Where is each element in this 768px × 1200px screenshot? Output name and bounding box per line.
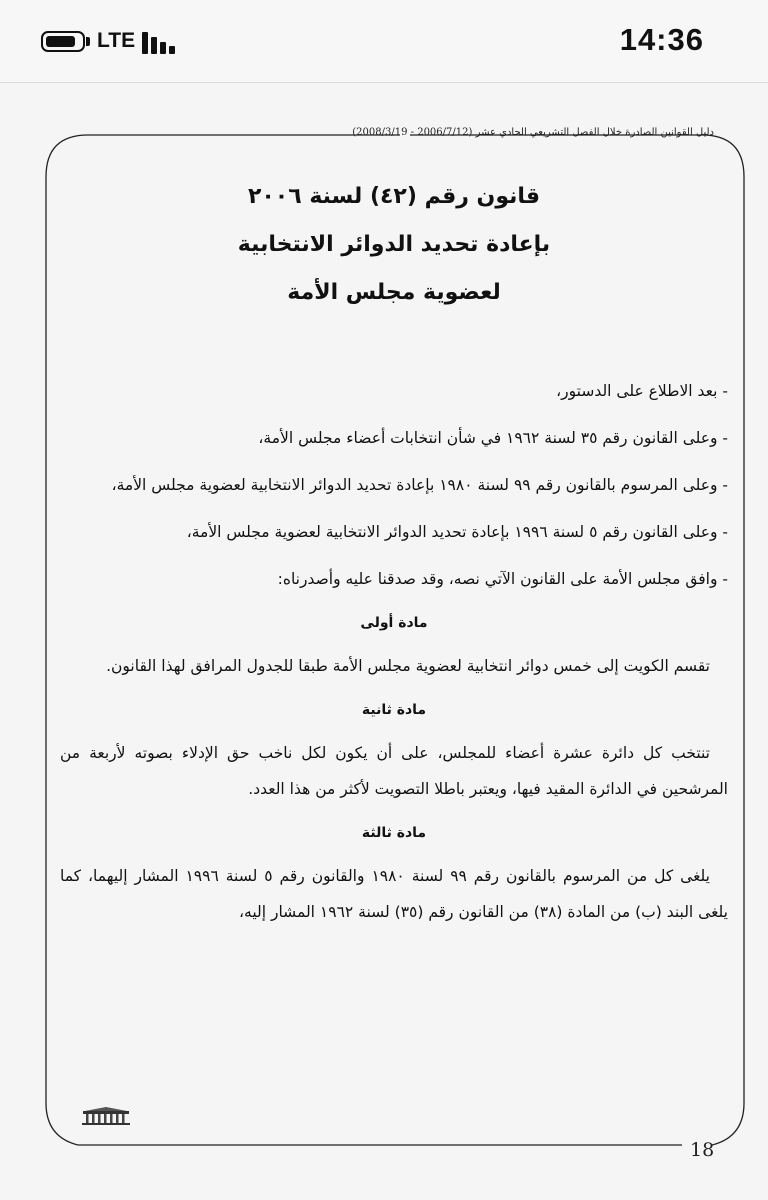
article-text: يلغى كل من المرسوم بالقانون رقم ٩٩ لسنة ١٩٨٠ والقانون رقم ٥ لسنة ١٩٩٦ المشار إليهما، كما يلغى البند (ب) من المادة (٣٨) من القانون رقم (٣٥) لسنة ١٩٦٢ المشار إليه، bbox=[60, 867, 728, 921]
document-page[interactable] bbox=[0, 83, 768, 1200]
article-text: تنتخب كل دائرة عشرة أعضاء للمجلس، على أن يكون لكل ناخب حق الإدلاء بصوته لأربعة من المرشحين في الدائرة المقيد فيها، ويعتبر باطلا التصويت لأكثر من هذا العدد. bbox=[60, 744, 728, 798]
page-number: 18 bbox=[690, 1139, 715, 1161]
preamble-item: - وعلى القانون رقم ٣٥ لسنة ١٩٦٢ في شأن انتخابات أعضاء مجلس الأمة، bbox=[258, 429, 728, 447]
preamble-item: - وعلى القانون رقم ٥ لسنة ١٩٩٦ بإعادة تحديد الدوائر الانتخابية لعضوية مجلس الأمة، bbox=[186, 523, 728, 541]
law-subtitle: لعضوية مجلس الأمة bbox=[287, 280, 501, 305]
law-title: قانون رقم (٤٢) لسنة ٢٠٠٦ bbox=[247, 184, 541, 209]
signal-bar bbox=[142, 32, 148, 54]
signal-bar bbox=[151, 37, 157, 54]
article-text: تقسم الكويت إلى خمس دوائر انتخابية لعضوية مجلس الأمة طبقا للجدول المرافق لهذا القانون. bbox=[106, 657, 710, 675]
signal-bars-icon bbox=[142, 30, 182, 54]
law-subtitle: بإعادة تحديد الدوائر الانتخابية bbox=[237, 232, 551, 257]
preamble-item: - بعد الاطلاع على الدستور، bbox=[556, 382, 728, 400]
status-time: 14:36 bbox=[619, 22, 704, 57]
article-heading: مادة ثالثة bbox=[361, 825, 427, 841]
document-body bbox=[60, 173, 728, 941]
battery-icon bbox=[41, 31, 85, 52]
article-heading: مادة ثانية bbox=[361, 702, 427, 718]
battery-tip bbox=[86, 37, 90, 46]
battery-level bbox=[46, 36, 75, 47]
preamble-item: - وعلى المرسوم بالقانون رقم ٩٩ لسنة ١٩٨٠ بإعادة تحديد الدوائر الانتخابية لعضوية مجلس الأمة، bbox=[111, 476, 728, 494]
parliament-building-icon bbox=[82, 1107, 130, 1125]
signal-bar bbox=[160, 42, 166, 54]
network-type: LTE bbox=[97, 29, 136, 52]
signal-bar bbox=[169, 46, 175, 54]
status-bar bbox=[0, 0, 768, 83]
law-title-block bbox=[60, 173, 728, 317]
preamble-item: - وافق مجلس الأمة على القانون الآتي نصه، وقد صدقنا عليه وأصدرناه: bbox=[277, 570, 728, 588]
article-heading: مادة أولى bbox=[360, 615, 428, 631]
running-header: دليل القوانين الصادرة خلال الفصل التشريعي الحادي عشر (2006/7/12 - 2008/3/19) bbox=[352, 127, 714, 138]
